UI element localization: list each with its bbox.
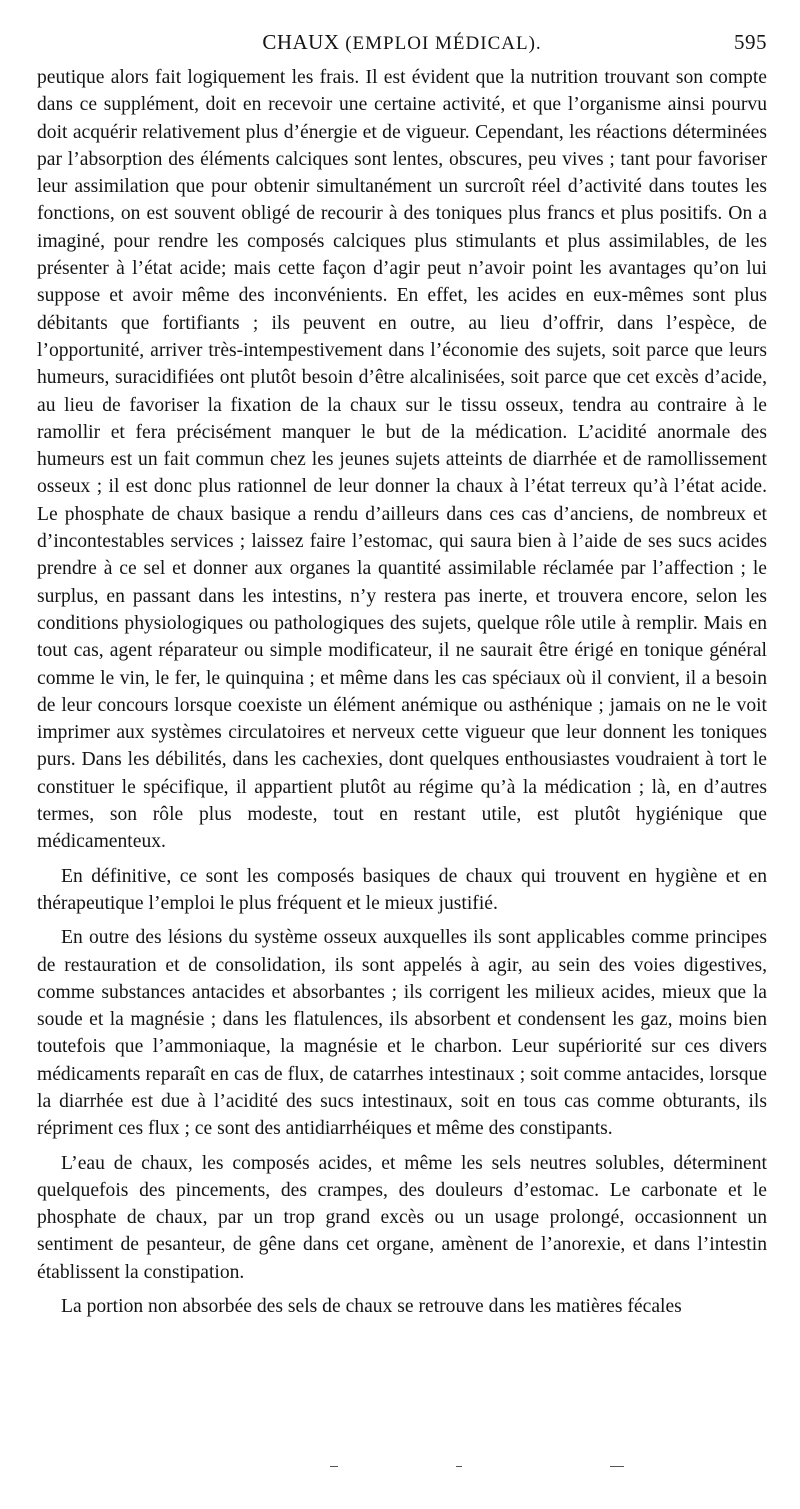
- paragraph: En outre des lésions du système osseux auxquelles ils sont applicables comme principes de restauration et de consolidation, ils sont appelés à agir, au sein des voies digestives, comme substances antacides et absorbantes ; ils corrigent les milieux acides, mieux que la soude et la magnésie ; dans les flatulences, ils absorbent et condensent les gaz, moins bien toutefois que l’ammoniaque, la magnésie et le charbon. Leur supériorité sur ces divers médicaments reparaît en cas de flux, de catarrhes intestinaux ; soit comme antacides, lorsque la diarrhée est due à l’acidité des sucs intestinaux, soit en tous cas comme obturants, ils répriment ces flux ; ce sont des antidiarrhéiques et même des constipants.: [37, 927, 767, 1140]
- paragraph: L’eau de chaux, les composés acides, et même les sels neutres solubles, déterminent quelquefois des pincements, des crampes, des douleurs d’estomac. Le carbonate et le phosphate de chaux, par un trop grand excès ou un usage prolongé, occasionnent un sentiment de pesanteur, de gêne dans cet organe, amènent de l’anorexie, et dans l’intestin établissent la constipation.: [37, 1152, 767, 1283]
- page-number: 595: [734, 30, 767, 54]
- paragraph-continued: peutique alors fait logiquement les frais. Il est évident que la nutrition trouvant son compte dans ce supplément, doit en recevoir une certaine activité, et que l’organisme ainsi pourvu doit acquérir relativement plus d’énergie et de vigueur. Cependant, les réactions déterminées par l’absorption des éléments calciques sont lentes, obscures, peu vives ; tant pour favoriser leur assimilation que pour obtenir simultanément un surcroît réel d’activité dans toutes les fonctions, on est souvent obligé de recourir à des toniques plus francs et plus positifs. On a imaginé, pour rendre les composés calciques plus stimulants et plus assimilables, de les présenter à l’état acide; mais cette façon d’agir peut n’avoir point les avantages qu’on lui suppose et avoir même des inconvénients. En effet, les acides en eux-mêmes sont plus débitants que fortifiants ; ils peuvent en outre, au lieu d’offrir, dans l’espèce, de l’opportunité, arriver très-intempestivement dans l’économie des sujets, soit parce que leurs humeurs, suracidifiées ont plutôt besoin d’être alcalinisées, soit parce que cet excès d’acide, au lieu de favoriser la fixation de la chaux sur le tissu osseux, tendra au contraire à le ramollir et fera précisément manquer le but de la médication. L’acidité anormale des humeurs est un fait commun chez les jeunes sujets atteints de diarrhée et de ramollissement osseux ; il est donc plus rationnel de leur donner la chaux à l’état terreux qu’à l’état acide. Le phosphate de chaux basique a rendu d’ailleurs dans ces cas d’anciens, de nombreux et d’incontestables services ; laissez faire l’estomac, qui saura bien à l’aide de ses sucs acides prendre à ce sel et donner aux organes la quantité assimilable réclamée par l’affection ; le surplus, en passant dans les intestins, n’y restera pas inerte, et trouvera encore, selon les conditions physiologiques ou pathologiques des sujets, quelque rôle utile à remplir. Mais en tout cas, agent réparateur ou simple modificateur, il ne saurait être érigé en tonique général comme le vin, le fer, le quinquina ; et même dans les cas spéciaux où il convient, il a besoin de leur concours lorsque coexiste un élément anémique ou asthénique ; jamais on ne le voit imprimer aux systèmes circulatoires et nerveux cette vigueur que leur donnent les toniques purs. Dans les débilités, dans les cachexies, dont quelques enthousiastes voudraient à tort le constituer le spécifique, il appartient plutôt au régime qu’à la médication ; là, en d’autres termes, son rôle plus modeste, tout en restant utile, est plutôt hygiénique que médicamenteux.: [37, 67, 767, 853]
- page: [37, 30, 767, 1320]
- running-title-sub: (EMPLOI MÉDICAL).: [345, 33, 542, 54]
- scan-mark: [610, 1466, 624, 1467]
- paragraph: En définitive, ce sont les composés basiques de chaux qui trouvent en hygiène et en thérapeutique l’emploi le plus fréquent et le mieux justifié.: [37, 865, 767, 914]
- scan-mark: [456, 1466, 462, 1467]
- scan-marks: [0, 1466, 800, 1476]
- running-title: [37, 30, 767, 55]
- scan-mark: [330, 1466, 338, 1467]
- body-text: [37, 64, 767, 1320]
- paragraph: La portion non absorbée des sels de chaux se retrouve dans les matières fécales: [61, 1296, 682, 1318]
- running-head: [37, 30, 767, 64]
- running-title-main: CHAUX: [262, 30, 340, 54]
